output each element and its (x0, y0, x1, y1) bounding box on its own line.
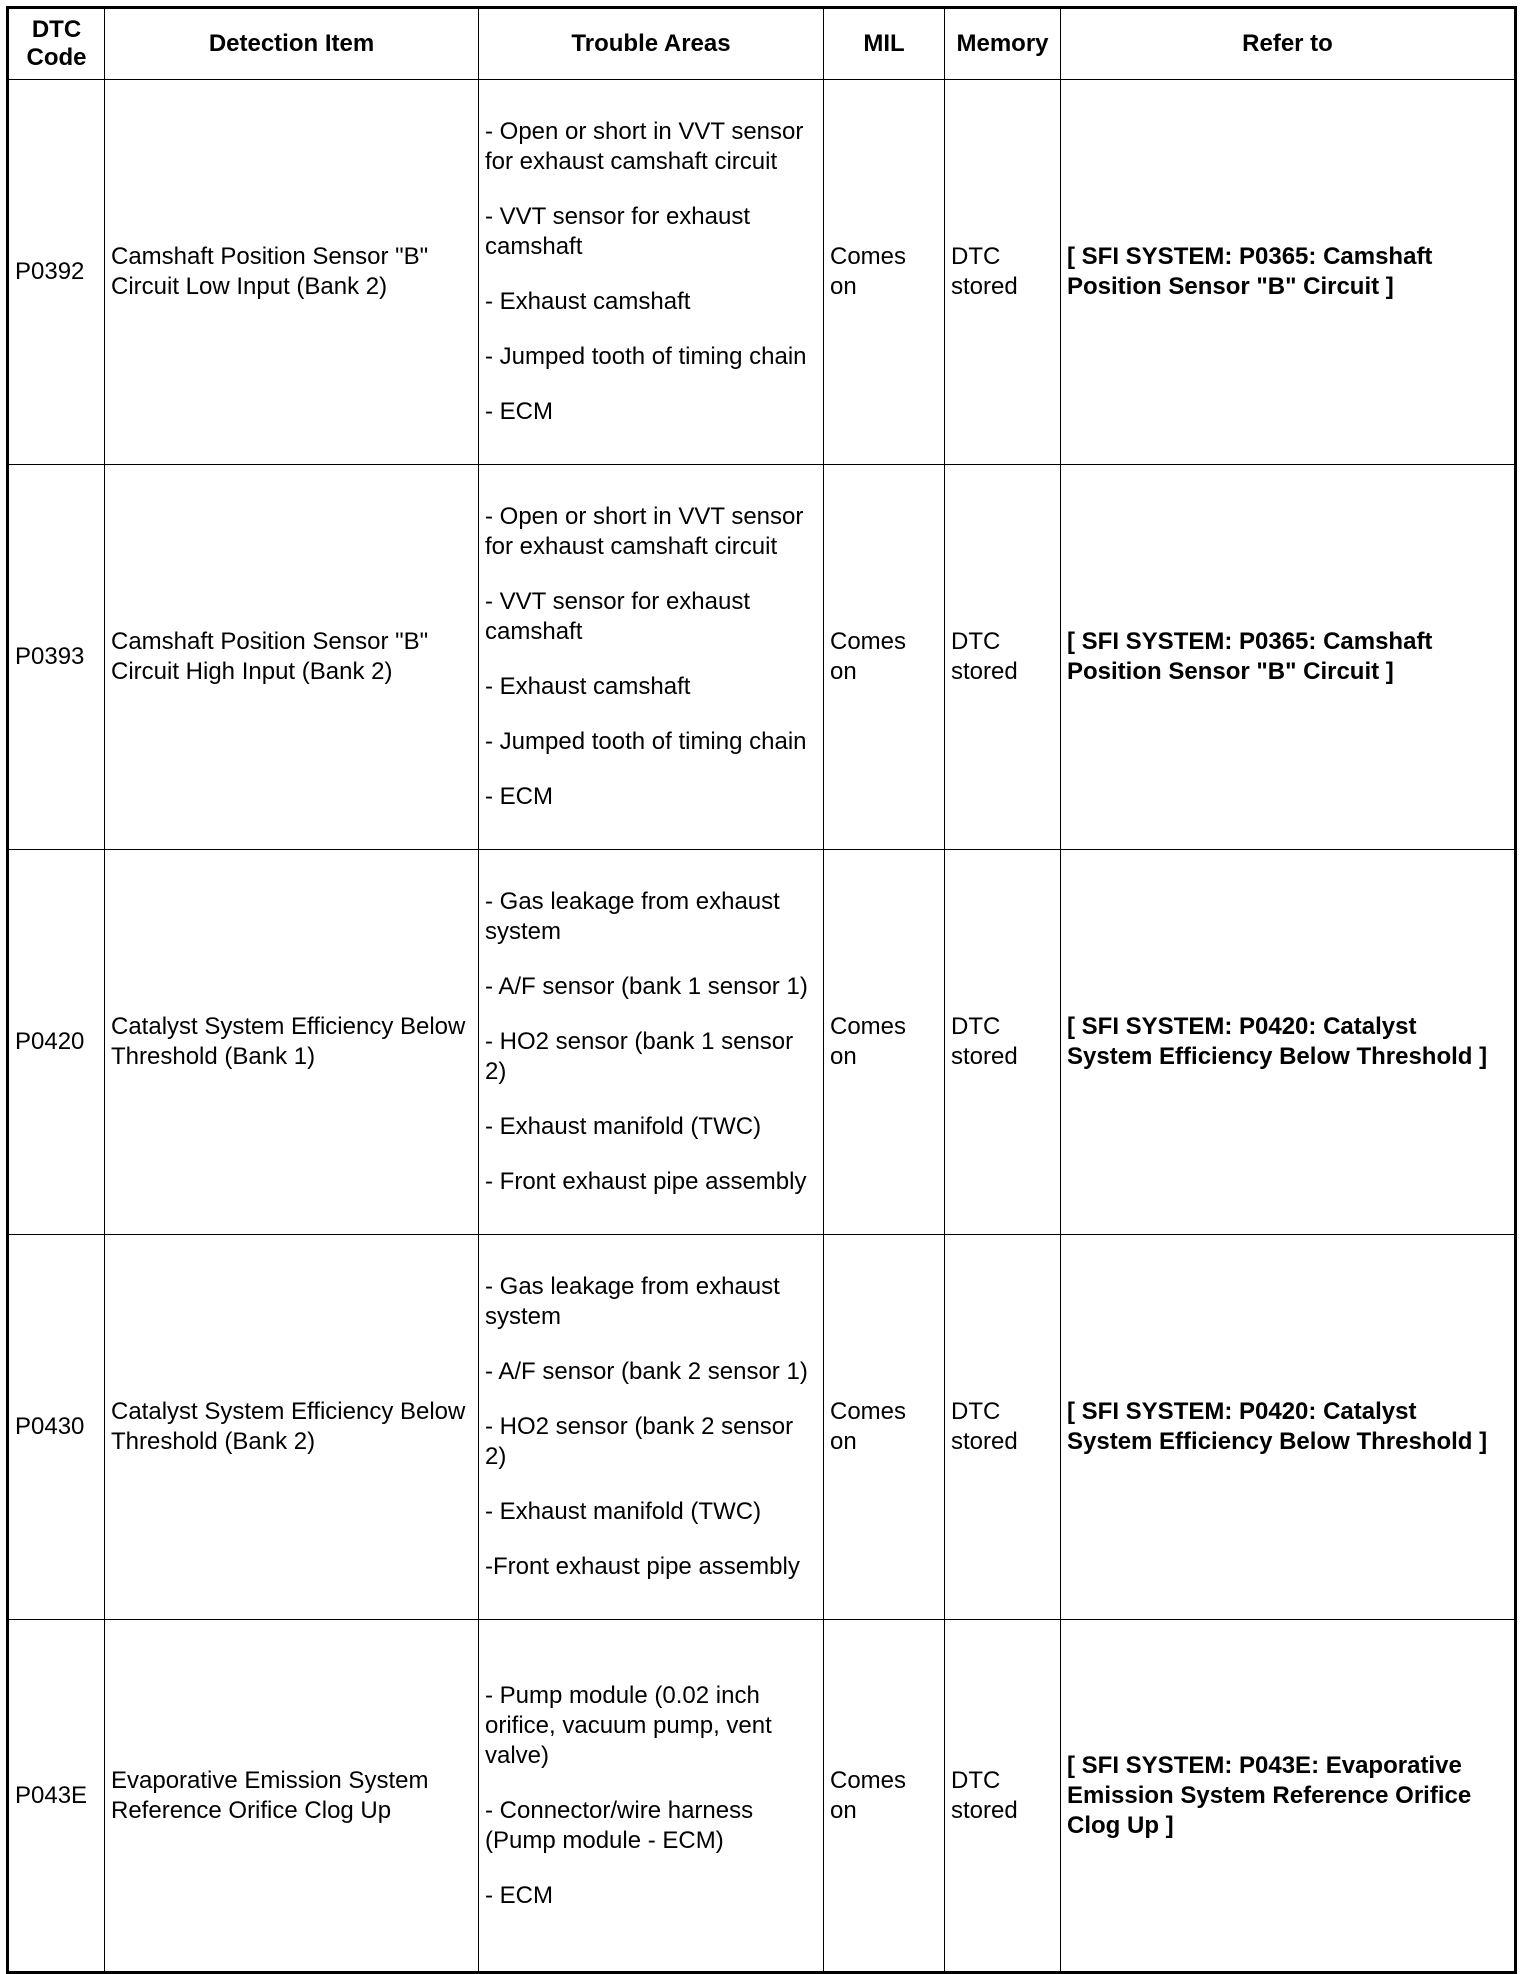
memory-cell: DTC stored (945, 850, 1061, 1235)
table-row (8, 465, 1516, 850)
refer-to-cell: [ SFI SYSTEM: P0420: Catalyst System Efficiency Below Threshold ] (1061, 1235, 1516, 1620)
trouble-areas-cell (479, 80, 824, 465)
trouble-area-item: - Exhaust manifold (TWC) (485, 1113, 762, 1140)
trouble-area-item: - Gas leakage from exhaust system (485, 1273, 780, 1330)
refer-to-cell: [ SFI SYSTEM: P0365: Camshaft Position Sensor "B" Circuit ] (1061, 80, 1516, 465)
header-dtc-code: DTC Code (8, 8, 105, 80)
mil-cell: Comes on (824, 1235, 945, 1620)
trouble-area-item: - Pump module (0.02 inch orifice, vacuum pump, vent valve) (485, 1681, 772, 1769)
dtc-table-container (6, 6, 1514, 1909)
trouble-area-item: - HO2 sensor (bank 1 sensor 2) (485, 1028, 794, 1085)
trouble-area-item: - Jumped tooth of timing chain (485, 343, 807, 370)
table-row (8, 80, 1516, 465)
memory-cell: DTC stored (945, 1235, 1061, 1620)
trouble-area-item: -Front exhaust pipe assembly (485, 1553, 800, 1580)
mil-cell: Comes on (824, 1620, 945, 1973)
dtc-code-cell: P0393 (8, 465, 105, 850)
trouble-area-item: - Jumped tooth of timing chain (485, 728, 807, 755)
trouble-areas-cell (479, 850, 824, 1235)
table-row (8, 1620, 1516, 1973)
trouble-area-item: - Front exhaust pipe assembly (485, 1168, 807, 1195)
dtc-code-cell: P0430 (8, 1235, 105, 1620)
trouble-area-item: - Exhaust camshaft (485, 288, 691, 315)
header-mil: MIL (824, 8, 945, 80)
trouble-areas-cell (479, 465, 824, 850)
detection-item-cell: Catalyst System Efficiency Below Threshold (Bank 2) (105, 1235, 479, 1620)
trouble-area-item: - Open or short in VVT sensor for exhaust camshaft circuit (485, 503, 804, 560)
detection-item-cell: Camshaft Position Sensor "B" Circuit High Input (Bank 2) (105, 465, 479, 850)
memory-cell: DTC stored (945, 1620, 1061, 1973)
mil-cell: Comes on (824, 465, 945, 850)
trouble-area-item: - ECM (485, 1881, 553, 1909)
trouble-area-item: - Connector/wire harness (Pump module - ECM) (485, 1796, 754, 1854)
detection-item-cell: Camshaft Position Sensor "B" Circuit Low Input (Bank 2) (105, 80, 479, 465)
refer-to-cell: [ SFI SYSTEM: P0420: Catalyst System Efficiency Below Threshold ] (1061, 850, 1516, 1235)
table-row (8, 850, 1516, 1235)
trouble-area-item: - HO2 sensor (bank 2 sensor 2) (485, 1413, 794, 1470)
mil-cell: Comes on (824, 80, 945, 465)
trouble-area-item: - Exhaust manifold (TWC) (485, 1498, 762, 1525)
mil-cell: Comes on (824, 850, 945, 1235)
memory-cell: DTC stored (945, 465, 1061, 850)
trouble-area-item: - ECM (485, 783, 553, 810)
memory-cell: DTC stored (945, 80, 1061, 465)
trouble-area-item: - VVT sensor for exhaust camshaft (485, 203, 751, 260)
dtc-table (6, 6, 1517, 1974)
header-trouble-areas: Trouble Areas (479, 8, 824, 80)
table-body (8, 80, 1516, 1973)
trouble-area-item: - Open or short in VVT sensor for exhaust camshaft circuit (485, 118, 804, 175)
dtc-code-cell: P0420 (8, 850, 105, 1235)
table-row (8, 1235, 1516, 1620)
trouble-area-item: - ECM (485, 398, 553, 425)
trouble-areas-cell (479, 1620, 824, 1973)
detection-item-cell: Evaporative Emission System Reference Orifice Clog Up (105, 1620, 479, 1973)
trouble-areas-cell (479, 1235, 824, 1620)
trouble-area-item: - Gas leakage from exhaust system (485, 888, 780, 945)
trouble-area-item: - A/F sensor (bank 1 sensor 1) (485, 973, 808, 1000)
header-refer-to: Refer to (1061, 8, 1516, 80)
trouble-area-item: - Exhaust camshaft (485, 673, 691, 700)
trouble-area-item: - VVT sensor for exhaust camshaft (485, 588, 751, 645)
header-detection-item: Detection Item (105, 8, 479, 80)
dtc-code-cell: P0392 (8, 80, 105, 465)
header-memory: Memory (945, 8, 1061, 80)
dtc-code-cell: P043E (8, 1620, 105, 1973)
detection-item-cell: Catalyst System Efficiency Below Threshold (Bank 1) (105, 850, 479, 1235)
refer-to-cell: [ SFI SYSTEM: P0365: Camshaft Position Sensor "B" Circuit ] (1061, 465, 1516, 850)
table-header-row (8, 8, 1516, 80)
trouble-area-item: - A/F sensor (bank 2 sensor 1) (485, 1358, 808, 1385)
refer-to-cell: [ SFI SYSTEM: P043E: Evaporative Emission System Reference Orifice Clog Up ] (1061, 1620, 1516, 1973)
